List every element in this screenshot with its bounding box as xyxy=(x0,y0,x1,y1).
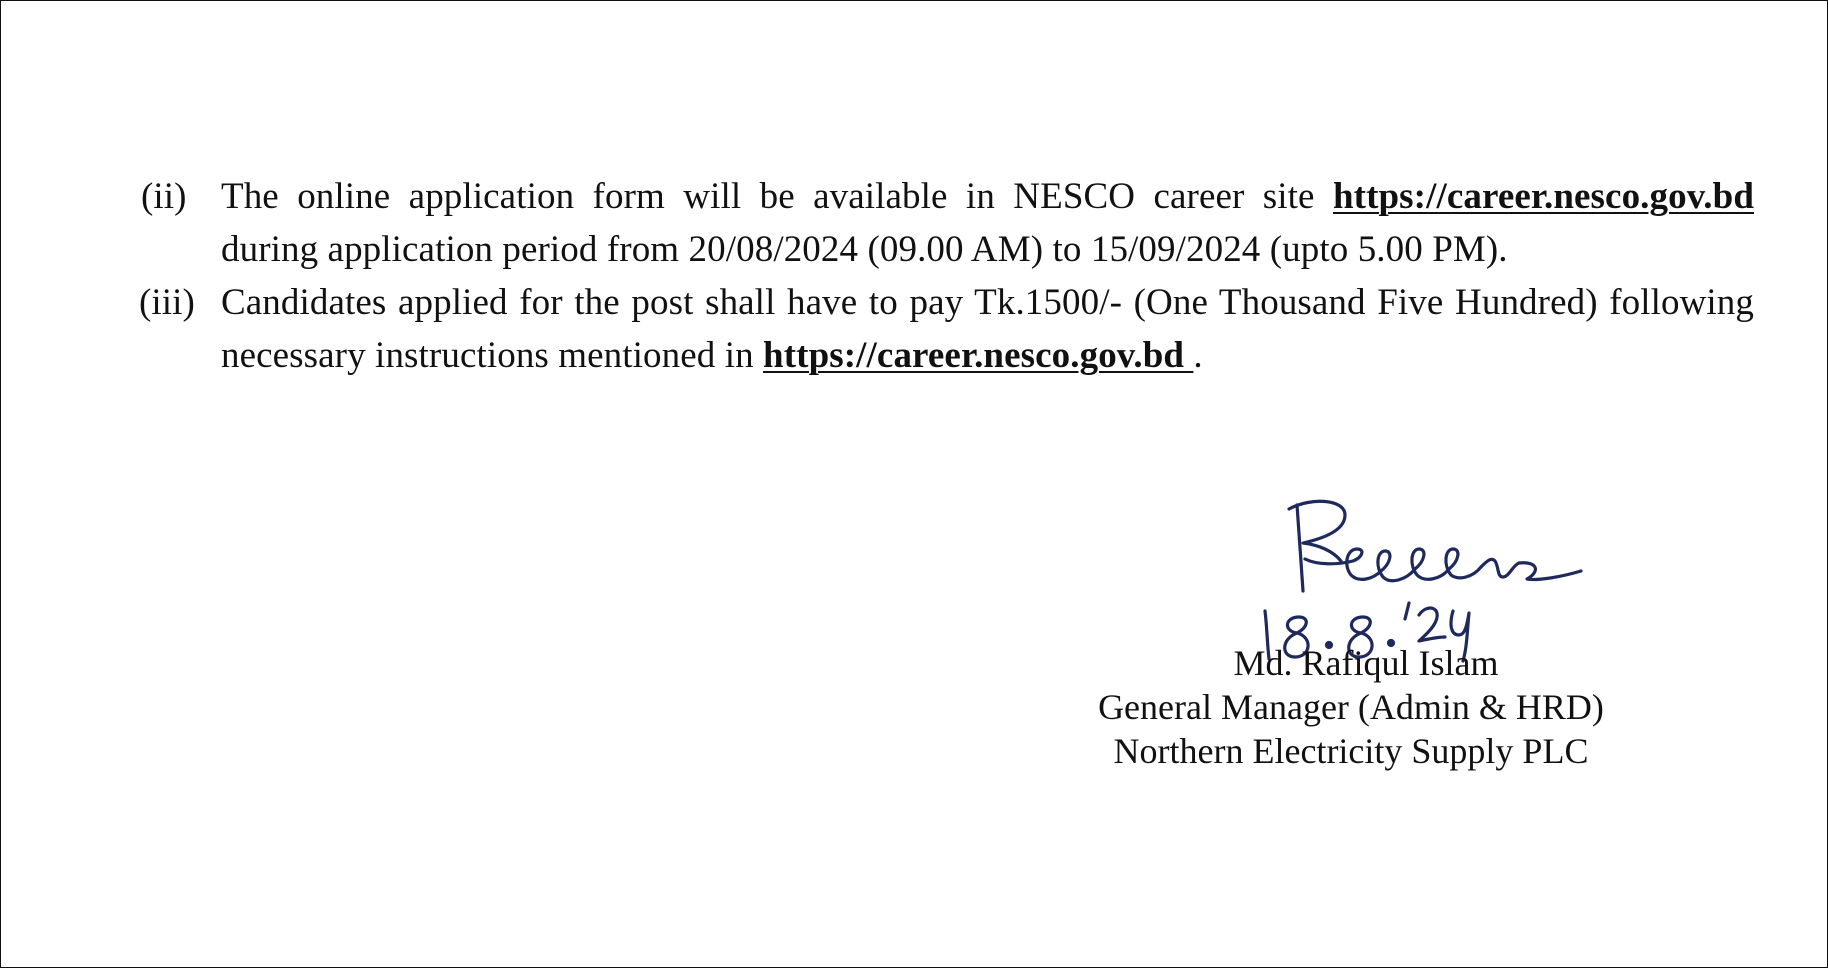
career-site-link[interactable]: https://career.nesco.gov.bd xyxy=(1332,176,1754,217)
signatory-organization: Northern Electricity Supply PLC xyxy=(1113,731,1589,771)
list-item-text xyxy=(221,170,1754,276)
list-item-ii xyxy=(139,170,1754,276)
signatory-name: Md. Rafiqul Islam xyxy=(1233,643,1499,683)
text-after-link: during application period from 20/08/2024 (09.00 AM) to 15/09/2024 (upto 5.00 PM). xyxy=(221,229,1508,270)
signature-lines xyxy=(1051,641,1651,773)
text-after-link: . xyxy=(1193,335,1203,376)
signatory-title: General Manager (Admin & HRD) xyxy=(1098,687,1604,727)
list-item-text xyxy=(221,276,1754,382)
signature-block xyxy=(1051,491,1651,791)
list-item-iii xyxy=(139,276,1754,382)
career-site-link[interactable]: https://career.nesco.gov.bd xyxy=(763,335,1194,376)
list-marker: (ii) xyxy=(141,176,187,217)
text-before-link: The online application form will be available in NESCO career site xyxy=(221,176,1333,217)
text-before-link: Candidates applied for the post shall have to pay Tk.1500/- (One Thousand Five Hundred) following necessary instructions mentioned in xyxy=(221,282,1754,376)
list-marker: (iii) xyxy=(139,282,195,323)
